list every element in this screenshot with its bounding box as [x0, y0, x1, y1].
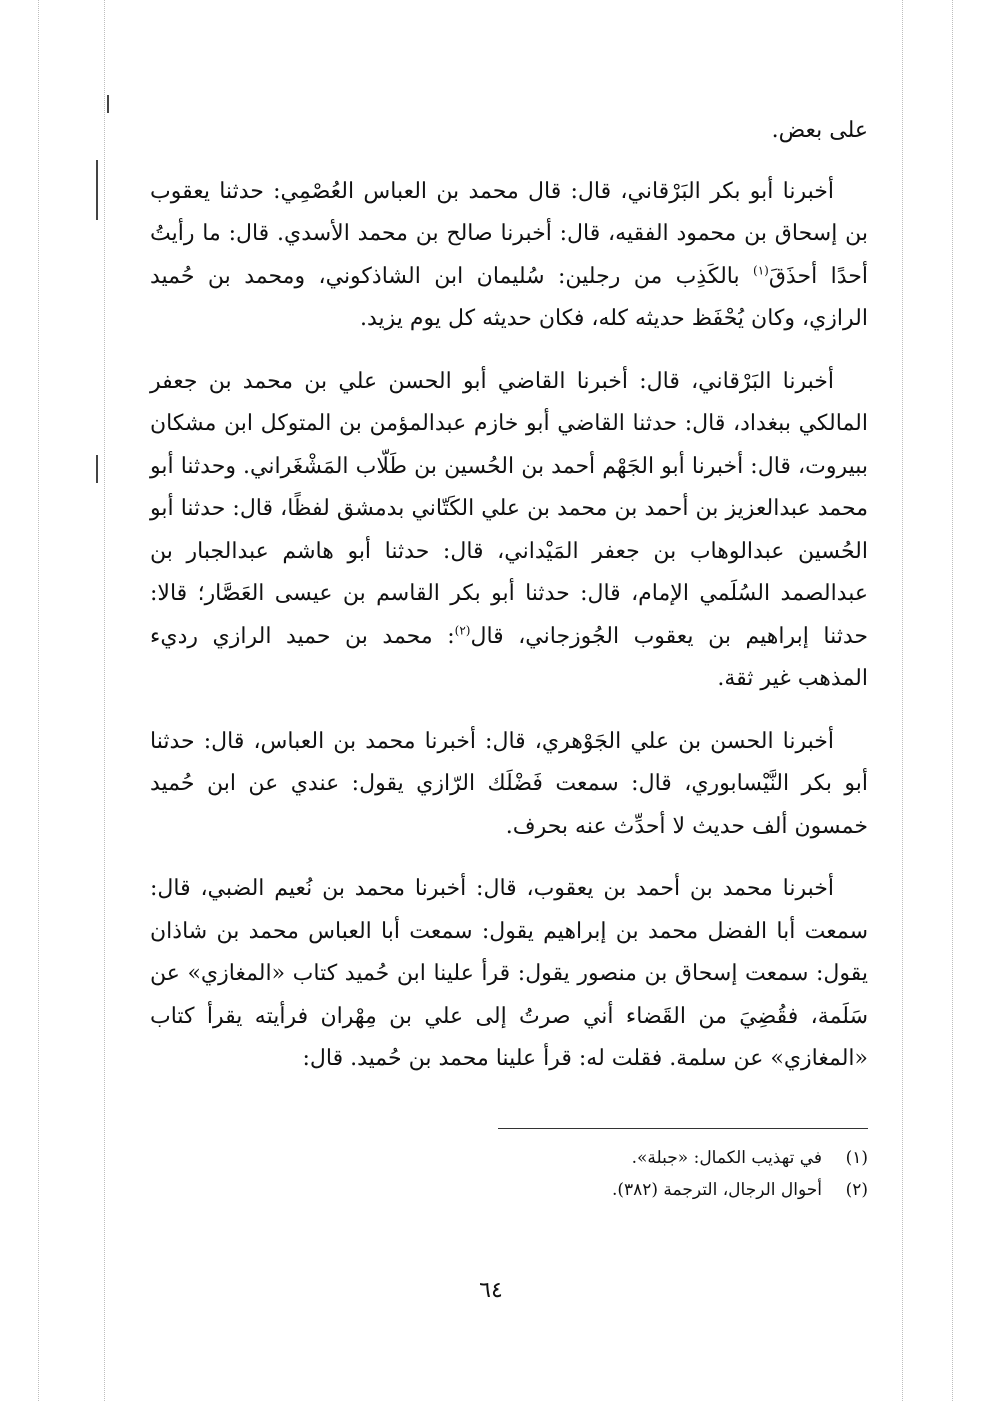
- paragraph-text: بالكَذِب من رجلين: سُليمان ابن الشاذكوني، ومحمد بن حُميد الرازي، وكان يُحْفَظ حديثه كله، فكان حديثه كل يوم يزيد.: [150, 263, 868, 331]
- footnote-divider: [498, 1128, 868, 1129]
- page-number: ٦٤: [479, 1278, 503, 1303]
- scan-artifact-mark: [96, 455, 98, 483]
- scan-artifact-line: [952, 0, 953, 1401]
- footnote-text: في تهذيب الكمال: «جبلة».: [631, 1148, 822, 1168]
- scan-artifact-mark: [107, 95, 109, 113]
- paragraph-text: أخبرنا البَرْقاني، قال: أخبرنا القاضي أبو الحسن علي بن محمد بن جعفر المالكي ببغداد، قال: حدثنا القاضي أبو خازم عبدالمؤمن بن المتوكل ابن مشكان ببيروت، قال: أخبرنا أبو الجَهْم أحمد بن الحُسين بن طَلّاب المَشْغَراني. وحدثنا أبو محمد عبدالعزيز بن أحمد بن محمد بن علي الكَتّاني بدمشق لفظًا، قال: حدثنا أبو الحُسين عبدالوهاب بن جعفر المَيْداني، قال: حدثنا أبو هاشم عبدالجبار بن عبدالصمد السُلَمي الإمام، قال: حدثنا أبو بكر القاسم بن عيسى العَصَّار؛ قالا: حدثنا إبراهيم بن يعقوب الجُوزجاني، قال: [150, 368, 868, 649]
- scan-artifact-line: [104, 0, 105, 1401]
- footnote-2: [150, 1174, 868, 1206]
- paragraph-4: أخبرنا محمد بن أحمد بن يعقوب، قال: أخبرنا محمد بن نُعيم الضبي، قال: سمعت أبا الفضل محمد بن إبراهيم يقول: سمعت أبا العباس محمد بن شاذان يقول: سمعت إسحاق بن منصور يقول: قرأ علينا ابن حُميد كتاب «المغازي» عن سَلَمة، فقُضِيَ من القَضاء أني صرتُ إلى علي بن مِهْران فرأيته يقرأ كتاب «المغازي» عن سلمة. فقلت له: قرأ علينا محمد بن حُميد. قال:: [150, 876, 868, 1071]
- footnote-number: (٢): [845, 1180, 868, 1200]
- opening-line: على بعض.: [771, 118, 868, 143]
- paragraph-2: [150, 361, 868, 701]
- footnote-text: أحوال الرجال، الترجمة (٣٨٢).: [611, 1180, 822, 1200]
- page-body: [150, 110, 868, 1101]
- footnote-ref-1: (١): [753, 263, 769, 278]
- footnotes: [150, 1142, 868, 1206]
- paragraph-text: : محمد بن حميد الرازي رديء المذهب غير ثقة.: [150, 623, 868, 691]
- paragraph-3: أخبرنا الحسن بن علي الجَوْهري، قال: أخبرنا محمد بن العباس، قال: حدثنا أبو بكر النَّيْسابوري، قال: سمعت فَضْلَك الرّازي يقول: عندي عن ابن حُميد خمسون ألف حديث لا أحدِّث عنه بحرف.: [150, 728, 868, 839]
- footnote-1: [150, 1142, 868, 1174]
- footnote-ref-2: (٢): [454, 623, 471, 638]
- scan-artifact-line: [902, 0, 903, 1401]
- scan-artifact-mark: [96, 160, 98, 220]
- paragraph-text: أخبرنا أبو بكر البَرْقاني، قال: قال محمد بن العباس العُصْمِي: حدثنا يعقوب بن إسحاق بن محمود الفقيه، قال: أخبرنا صالح بن محمد الأسدي. قال: ما رأيتُ أحدًا أحذَقَ: [150, 178, 868, 289]
- paragraph-1: [150, 171, 868, 341]
- footnote-number: (١): [845, 1148, 868, 1168]
- scan-artifact-line: [38, 0, 39, 1401]
